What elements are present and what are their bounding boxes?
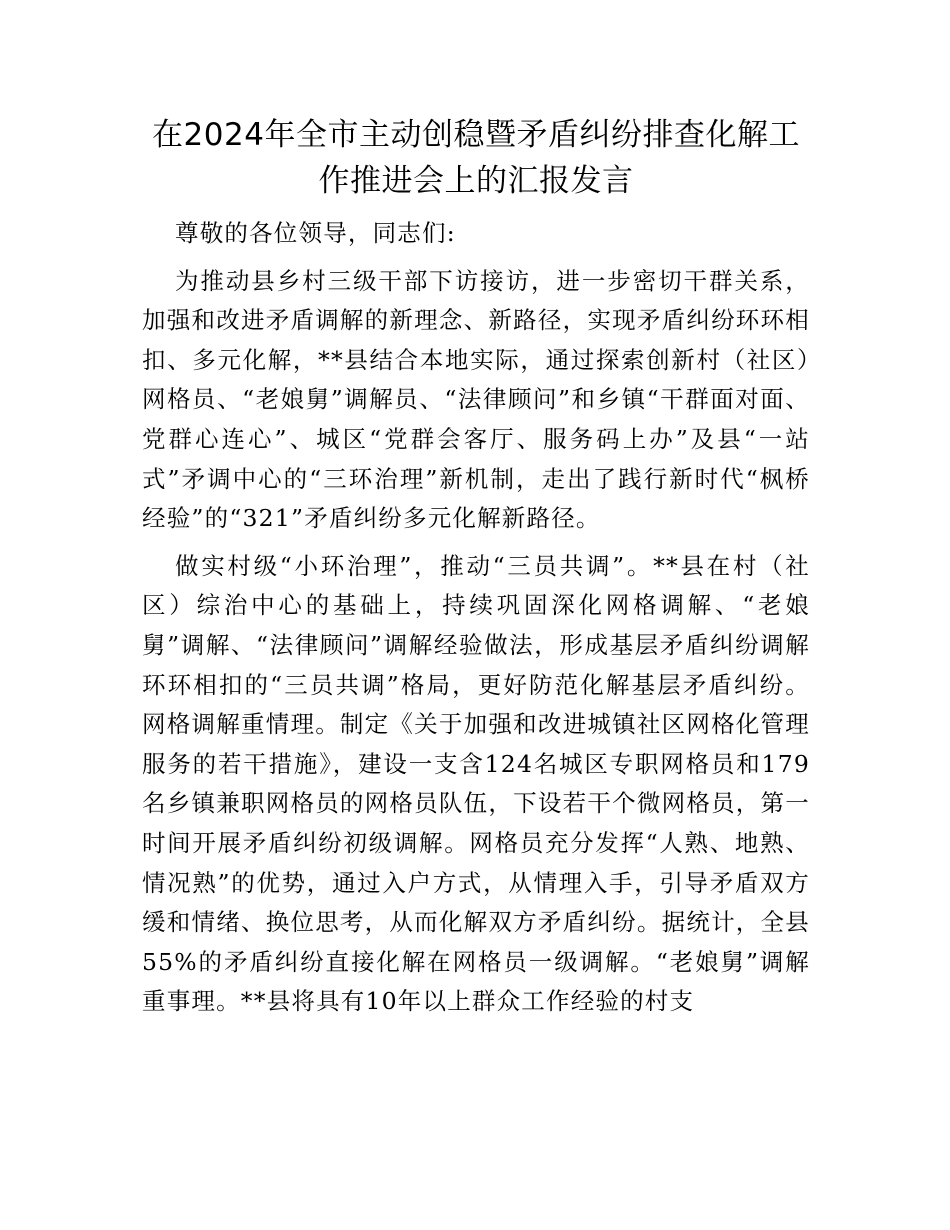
paragraph-village-governance: 做实村级“小环治理”，推动“三员共调”。**县在村（社区）综治中心的基础上，持续巩固深化网格调解、“老娘舅”调解、“法律顾问”调解经验做法，形成基层矛盾纠纷调解环环相扣的“三员共调”格局，更好防范化解基层矛盾纠纷。网格调解重情理。制定《关于加强和改进城镇社区网格化管理服务的若干措施》，建设一支含124名城区专职网格员和179名乡镇兼职网格员的网格员队伍，下设若干个微网格员，第一时间开展矛盾纠纷初级调解。网格员充分发挥“人熟、地熟、情况熟”的优势，通过入户方式，从情理入手，引导矛盾双方缓和情绪、换位思考，从而化解双方矛盾纠纷。据统计，全县55%的矛盾纠纷直接化解在网格员一级调解。“老娘舅”调解重事理。**县将具有10年以上群众工作经验的村支 (142, 551, 810, 1016)
document-title: 在2024年全市主动创稳暨矛盾纠纷排查化解工作推进会上的汇报发言 (152, 117, 800, 199)
paragraph-intro: 为推动县乡村三级干部下访接访，进一步密切干群关系，加强和改进矛盾调解的新理念、新路径，实现矛盾纠纷环环相扣、多元化解，**县结合本地实际，通过探索创新村（社区）网格员、“老娘舅”调解员、“法律顾问”和乡镇“干群面对面、党群心连心”、城区“党群会客厅、服务码上办”及县“一站式”矛调中心的“三环治理”新机制，走出了践行新时代“枫桥经验”的“321”矛盾纠纷多元化解新路径。 (142, 266, 810, 533)
greeting: 尊敬的各位领导，同志们: (175, 219, 456, 247)
document-page (142, 112, 810, 1022)
